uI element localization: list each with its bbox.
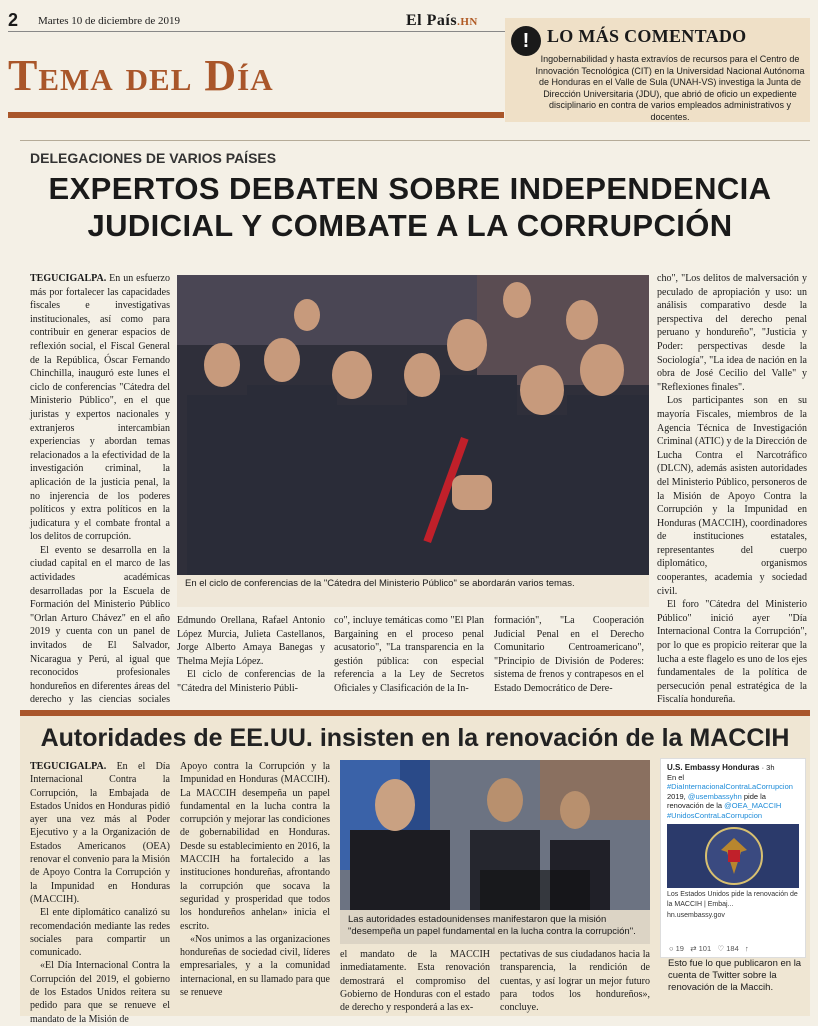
article-kicker: DELEGACIONES DE VARIOS PAÍSES	[30, 150, 277, 166]
article2-column-4	[500, 948, 650, 1014]
reply-count: 19	[675, 943, 684, 953]
article1-column-4	[494, 614, 644, 696]
paragraph: «Nos unimos a las organizaciones hondureñas de sociedad civil, líderes empresariales, y a la comunidad internacional, en su llamado para que se renueve	[180, 933, 330, 999]
tweet-time: · 3h	[761, 763, 775, 772]
exclamation-icon: !	[511, 26, 541, 56]
article1-column-5	[657, 272, 807, 707]
article2-headline: Autoridades de EE.UU. insisten en la renovación de la MACCIH	[40, 724, 790, 752]
lo-mas-comentado-title: LO MÁS COMENTADO	[547, 26, 747, 46]
press-conference-photo	[340, 760, 650, 910]
tweet-stats	[669, 944, 749, 954]
brand-name: El País	[406, 12, 458, 29]
page-number: 2	[8, 10, 19, 30]
tweet-caption: Esto fue lo que publicaron en la cuenta de Twitter sobre la renovación de la Maccih.	[668, 958, 802, 993]
article1-column-2	[177, 614, 325, 696]
conference-photo-illustration	[177, 275, 649, 575]
article1-column-1	[30, 272, 170, 721]
paragraph: Los participantes son en su mayoría Fiscales, miembros de la Agencia Técnica de Investigación Criminal (ATIC) y de la Dirección de Lucha Contra el Narcotráfico (DLCN), además asisten autoridades del Ministerio Público, personeros de la Misión de Apoyo Contra la Corrupción y la Impunidad en Honduras (MACCIH), coordinadores de instituciones estatales, representantes del cuerpo diplomático, organismos cooperantes, academia y sociedad civil.	[657, 395, 807, 597]
photo-caption: En el ciclo de conferencias de la "Cátedra del Ministerio Público" se abordarán varios temas.	[177, 575, 649, 607]
paragraph: Apoyo contra la Corrupción y la Impunidad en Honduras (MACCIH). La MACCIH desempeña un papel fundamental en la lucha contra la corrupción y mejorar las condiciones de gobernabilidad en Honduras. Desde su establecimiento en 2016, la MACCIH ha fortalecido a las instituciones hondureñas, afrontando la corrupción que socava la seguridad y prosperidad que todos los hondureños anhelan» inicia el escrito.	[180, 761, 330, 932]
share-icon: ↑	[745, 943, 749, 953]
paragraph: formación", "La Cooperación Judicial Penal en el Derecho Comunitario Centroamericano", "Principio de División de Poderes: sistema de frenos y contrapesos en el Estado Democrático de Dere-	[494, 615, 644, 694]
paragraph: co", incluye temáticas como "El Plan Bargaining en el proceso penal acusatorio", "La transparencia en la gestión pública: con especial referencia a la Ley de Secretos Oficiales y Clasificación de la In-	[334, 615, 484, 694]
tweet-hashtag: #UnidosContraLaCorrupcion	[667, 810, 763, 820]
paragraph: «El Día Internacional Contra la Corrupción del 2019, el gobierno de los Estados Unidos reitera su pedido para que se renueve el mandato de la Misión de	[30, 960, 170, 1025]
press-conference-illustration	[340, 760, 650, 910]
tweet-mention: @OEA_MACCIH	[724, 801, 782, 810]
newspaper-brand	[406, 12, 478, 30]
lo-mas-comentado-box	[505, 18, 810, 122]
embassy-seal-icon	[667, 824, 799, 888]
article2-column-2	[180, 760, 330, 999]
section-rule	[8, 112, 504, 118]
like-count: 184	[726, 943, 739, 953]
lo-mas-comentado-text: Ingobernabilidad y hasta extravíos de recursos para el Centro de Innovación Tecnológica (CIT) en la Universidad Nacional Autónoma de Honduras en el Valle de Sula (UNAH-VS) investiga la Junta de Dirección Universitaria (JDU), que abrió de oficio un expediente disciplinario en contra de varios empleados administrativos y docentes.	[535, 54, 805, 122]
paragraph: El ciclo de conferencias de la "Cátedra del Ministerio Públi-	[177, 669, 325, 694]
tweet-text: 2019,	[667, 791, 686, 801]
paragraph: El evento se desarrolla en la ciudad capital en el marco de las actividades académicas desarrolladas por la Escuela de Formación del Ministerio Público "Orlan Arturo Chávez" en el año 2019 y cuenta con un panel de invitados de El Salvador, Nicaragua y Perú, al igual que reconocidos profesionales hondureños en diferentes áreas del derecho y las ciencias sociales	[30, 544, 170, 706]
tweet-embed	[660, 758, 806, 958]
retweet-count: 101	[698, 943, 712, 953]
tweet-text: En el	[667, 772, 685, 782]
paragraph: Edmundo Orellana, Rafael Antonio López Murcia, Julieta Castellanos, Jorge Alberto Amaya Banegas y Thelma Mejía López.	[177, 615, 325, 667]
tweet-card-title: Los Estados Unidos pide la renovación de la MACCIH | Embaj...	[667, 891, 798, 908]
retweet-icon: ⇄	[690, 943, 697, 953]
article2-column-3	[340, 948, 490, 1014]
tweet-card-image	[667, 824, 799, 888]
reply-icon: ○	[669, 943, 674, 953]
paragraph: En un esfuerzo más por fortalecer las capacidades fiscales e investigativas institucionales, así como para contribuir en generar espacios de reflexión social, el Fiscal General de la República, Óscar Fernando Chinchilla, inauguró este lunes el ciclo de conferencias "Cátedra del Ministerio Público", en el que juristas y expertos nacionales y extranjeros intercambian experiencias y abordan temas relacionados a la efectividad de la investigación criminal, la aplicación de la justicia penal, la no injerencia de los poderes políticos y extra políticos en la judicatura y el combate frontal a los delitos de corrupción.	[30, 273, 170, 543]
article-headline: EXPERTOS DEBATEN SOBRE INDEPENDENCIA JUDICIAL Y COMBATE A LA CORRUPCIÓN	[48, 171, 772, 243]
photo-caption: Las autoridades estadounidenses manifestaron que la misión "desempeña un papel fundamental en la lucha contra la corrupción".	[340, 910, 650, 944]
paragraph: cho", "Los delitos de malversación y peculado de apropiación y uso: un análisis comparativo desde la perspectiva del derecho penal peruano y hondureño", "Justicia y Poder: perspectivas desde la Sociología", "La idea de nación en la obra de José Cecilio del Valle" y "Reflexiones finales".	[657, 273, 807, 393]
divider	[20, 140, 810, 141]
paragraph: pectativas de sus ciudadanos hacia la transparencia, la rendición de cuentas, y así lograr un mejor futuro para todos los hondureños», concluye.	[500, 949, 650, 1014]
article1-column-3	[334, 614, 484, 696]
article2-column-1	[30, 760, 170, 1026]
tweet-body	[667, 773, 799, 821]
page-header	[8, 10, 508, 32]
dateline: TEGUCIGALPA.	[30, 761, 107, 772]
paragraph: el mandato de la MACCIH inmediatamente. Esta renovación demostrará el compromiso del Gobierno de Honduras con el estado de derecho y responderá a las ex-	[340, 949, 490, 1014]
tweet-mention: @usembassyhn	[687, 791, 742, 801]
brand-suffix: .HN	[457, 16, 478, 28]
tweet-account: U.S. Embassy Honduras	[667, 763, 760, 772]
conference-photo	[177, 275, 649, 575]
dateline: TEGUCIGALPA.	[30, 273, 107, 284]
like-icon: ♡	[717, 943, 725, 953]
tweet-hashtag: #DiaInternacionalContraLaCorrupcion	[667, 782, 793, 791]
section-title: Tema del Día	[8, 51, 274, 100]
page-date: Martes 10 de diciembre de 2019	[38, 15, 181, 27]
paragraph: El foro "Cátedra del Ministerio Público" inició ayer "Día Internacional Contra la Corrupción", por lo que es propicio reiterar que la lucha a este flagelo es uno de los ejes fundamentales de la política de persecución penal estratégica de la Fiscalía hondureña.	[657, 599, 807, 706]
paragraph: En el Día Internacional Contra la Corrupción, la Embajada de Estados Unidos en Honduras pidió ayer una vez más al Poder Ejecutivo y a la Organización de Estados Americanos (OEA) renovar el convenio para la Misión de Apoyo Contra la Corrupción y la Impunidad en Honduras (MACCIH).	[30, 761, 171, 905]
tweet-text: pide la renovación de la	[667, 791, 766, 810]
paragraph: El ente diplomático canalizó su recomendación mediante las redes sociales para compartir un comunicado.	[30, 907, 170, 959]
tweet-card-domain: hn.usembassy.gov	[667, 912, 725, 919]
